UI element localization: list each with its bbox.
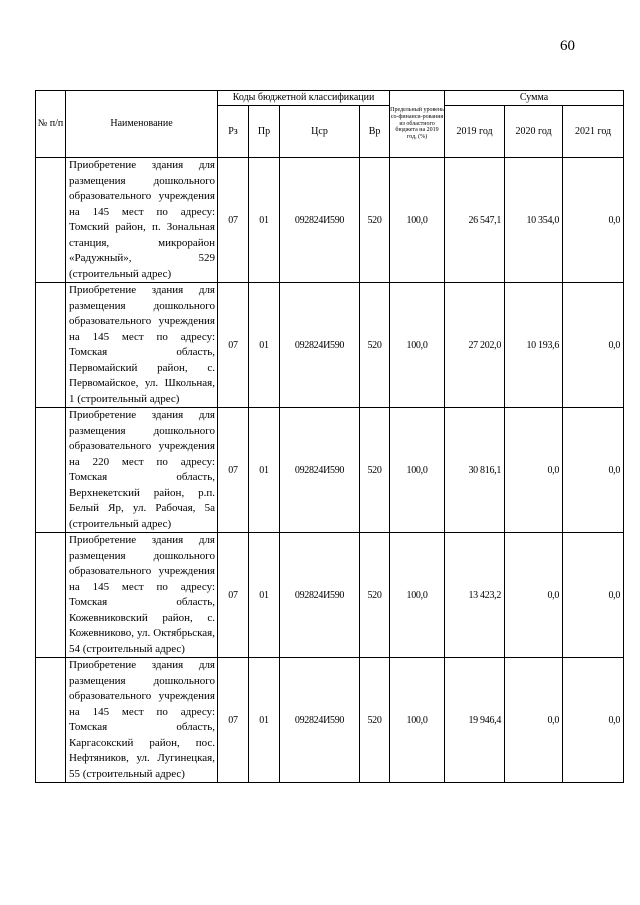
row-vr: 520	[360, 158, 390, 283]
row-csr: 092824И590	[280, 408, 360, 533]
row-sum-2020: 0,0	[505, 533, 563, 658]
row-name: Приобретение здания для размещения дошкольного образовательного учреждения на 145 мест по адресу: Томская область, Первомайский район, с. Первомайское, ул. Школьная, 1 (строительный адрес)	[66, 283, 218, 408]
row-number	[36, 283, 66, 408]
header-pr: Пр	[249, 106, 280, 158]
row-vr: 520	[360, 533, 390, 658]
row-sum-2020: 10 354,0	[505, 158, 563, 283]
page-number: 60	[560, 38, 575, 54]
row-rz: 07	[218, 658, 249, 783]
row-csr: 092824И590	[280, 158, 360, 283]
header-number: № п/п	[36, 91, 66, 158]
row-vr: 520	[360, 408, 390, 533]
header-budget-codes: Коды бюджетной классификации	[218, 91, 390, 106]
header-year-2021: 2021 год	[563, 106, 624, 158]
header-cofinancing-limit: Предельный уровень со-финанси-рования из областного бюджета на 2019 год, (%)	[390, 91, 445, 158]
row-sum-2019: 19 946,4	[445, 658, 505, 783]
row-vr: 520	[360, 283, 390, 408]
row-rz: 07	[218, 408, 249, 533]
row-limit: 100,0	[390, 283, 445, 408]
table-row	[36, 658, 624, 783]
row-pr: 01	[249, 658, 280, 783]
row-pr: 01	[249, 408, 280, 533]
row-csr: 092824И590	[280, 533, 360, 658]
row-vr: 520	[360, 658, 390, 783]
header-name: Наименование	[66, 91, 218, 158]
row-csr: 092824И590	[280, 658, 360, 783]
row-pr: 01	[249, 158, 280, 283]
row-number	[36, 533, 66, 658]
row-rz: 07	[218, 158, 249, 283]
row-sum-2019: 27 202,0	[445, 283, 505, 408]
row-number	[36, 158, 66, 283]
row-sum-2020: 0,0	[505, 408, 563, 533]
header-csr: Цср	[280, 106, 360, 158]
header-year-2019: 2019 год	[445, 106, 505, 158]
row-sum-2021: 0,0	[563, 283, 624, 408]
table-row	[36, 283, 624, 408]
row-csr: 092824И590	[280, 283, 360, 408]
row-sum-2019: 26 547,1	[445, 158, 505, 283]
row-sum-2020: 10 193,6	[505, 283, 563, 408]
row-limit: 100,0	[390, 533, 445, 658]
row-number	[36, 658, 66, 783]
table-row	[36, 408, 624, 533]
row-limit: 100,0	[390, 158, 445, 283]
row-pr: 01	[249, 283, 280, 408]
row-pr: 01	[249, 533, 280, 658]
row-number	[36, 408, 66, 533]
row-sum-2019: 30 816,1	[445, 408, 505, 533]
row-rz: 07	[218, 283, 249, 408]
row-sum-2021: 0,0	[563, 658, 624, 783]
header-rz: Рз	[218, 106, 249, 158]
header-sum: Сумма	[445, 91, 624, 106]
row-rz: 07	[218, 533, 249, 658]
row-limit: 100,0	[390, 658, 445, 783]
table-row	[36, 533, 624, 658]
row-name: Приобретение здания для размещения дошкольного образовательного учреждения на 145 мест по адресу: Томская область, Кожевниковский район, с. Кожевниково, ул. Октябрьская, 54 (строительный адрес)	[66, 533, 218, 658]
row-name: Приобретение здания для размещения дошкольного образовательного учреждения на 220 мест по адресу: Томская область, Верхнекетский район, р.п. Белый Яр, ул. Рабочая, 5а (строительный адрес)	[66, 408, 218, 533]
header-year-2020: 2020 год	[505, 106, 563, 158]
row-sum-2021: 0,0	[563, 158, 624, 283]
row-sum-2019: 13 423,2	[445, 533, 505, 658]
table-row	[36, 158, 624, 283]
budget-table	[35, 90, 624, 783]
row-name: Приобретение здания для размещения дошкольного образовательного учреждения на 145 мест по адресу: Томский район, п. Зональная станция, микрорайон «Радужный», 529 (строительный адрес)	[66, 158, 218, 283]
row-name: Приобретение здания для размещения дошкольного образовательного учреждения на 145 мест по адресу: Томская область, Каргасокский район, пос. Нефтяников, ул. Лугинецкая, 55 (строительный адрес)	[66, 658, 218, 783]
row-sum-2020: 0,0	[505, 658, 563, 783]
header-vr: Вр	[360, 106, 390, 158]
row-limit: 100,0	[390, 408, 445, 533]
row-sum-2021: 0,0	[563, 408, 624, 533]
row-sum-2021: 0,0	[563, 533, 624, 658]
